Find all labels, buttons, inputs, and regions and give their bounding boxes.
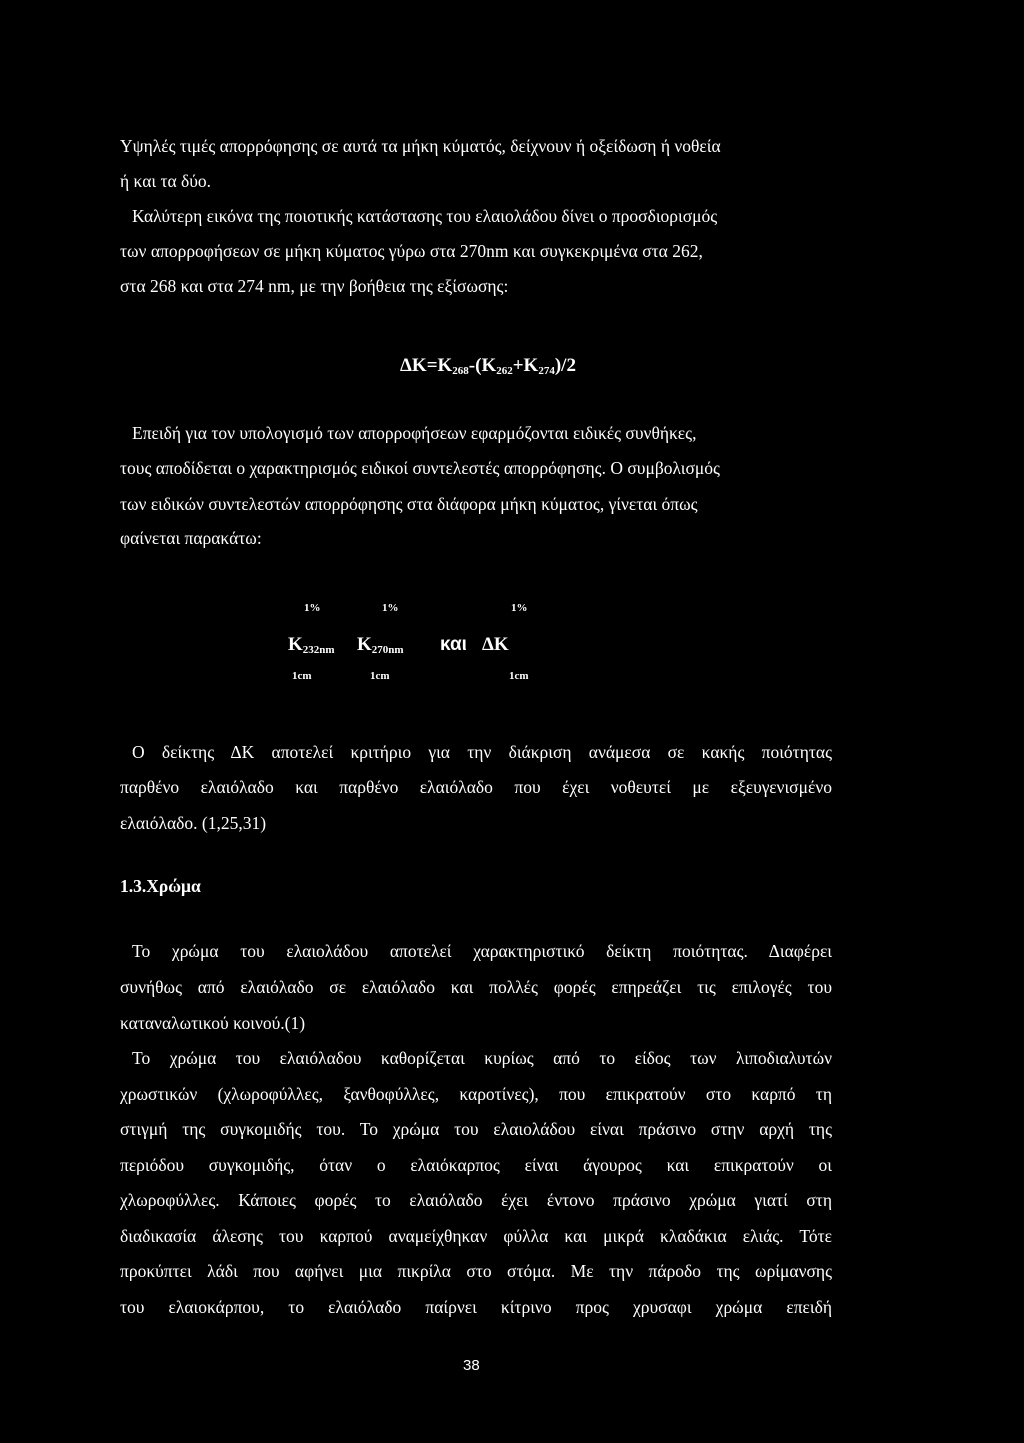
text-line: καταναλωτικού κοινού.(1) [120,1013,306,1033]
text-line: Ο δείκτης ΔΚ αποτελεί κριτήριο για την διάκριση ανάμεσα σε κακής ποιότητας [132,742,832,762]
coefficient-k270 [357,634,404,656]
text-line: περιόδου συγκομιδής, όταν ο ελαιόκαρπος είναι άγουρος και επικρατούν οι [120,1155,832,1175]
subscript-unit: 1cm [509,670,529,682]
text-line: παρθένο ελαιόλαδο και παρθένο ελαιόλαδο που έχει νοθευτεί με εξευγενισμένο [120,777,832,797]
text-line: των ειδικών συντελεστών απορρόφησης στα διάφορα μήκη κύματος, γίνεται όπως [120,494,698,514]
equation-subscript: 268 [452,365,469,377]
k-subscript: 232nm [302,644,335,656]
text-line: τους αποδίδεται ο χαρακτηρισμός ειδικοί συντελεστές απορρόφησης. Ο συμβολισμός [120,458,720,478]
equation-subscript: 262 [496,365,513,377]
text-line: Το χρώμα του ελαιόλαδου καθορίζεται κυρίως από το είδος των λιποδιαλυτών [132,1048,832,1068]
k-symbol: K [357,634,372,655]
superscript-label: 1% [511,602,528,614]
text-line: συνήθως από ελαιόλαδο σε ελαιόλαδο και πολλές φορές επηρεάζει τις επιλογές του [120,977,832,997]
equation [400,355,576,377]
text-line: προκύπτει λάδι που αφήνει μια πικρίλα στο στόμα. Με την πάροδο της ωρίμανσης [120,1261,832,1281]
text-line: στιγμή της συγκομιδής του. Το χρώμα του ελαιολάδου είναι πράσινο στην αρχή της [120,1119,832,1139]
page-number: 38 [463,1357,480,1374]
text-line: των απορροφήσεων σε μήκη κύματος γύρω στα 270nm και συγκεκριμένα στα 262, [120,241,703,261]
text-line: χλωροφύλλες. Κάποιες φορές το ελαιόλαδο έχει έντονο πράσινο χρώμα γιατί στη [120,1190,832,1210]
equation-subscript: 274 [538,365,555,377]
conjunction-and: και [440,634,467,655]
text-line: Το χρώμα του ελαιολάδου αποτελεί χαρακτηριστικό δείκτη ποιότητας. Διαφέρει [132,941,832,961]
text-line: διαδικασία άλεσης του καρπού αναμείχθηκαν φύλλα και μικρά κλαδάκια ελιάς. Τότε [120,1226,832,1246]
equation-part: -(Κ [468,355,497,376]
text-line: ελαιόλαδο. (1,25,31) [120,813,267,833]
equation-part: )/2 [554,355,576,376]
subscript-unit: 1cm [292,670,312,682]
equation-part: +Κ [512,355,539,376]
text-line: φαίνεται παρακάτω: [120,528,262,548]
text-line: Υψηλές τιμές απορρόφησης σε αυτά τα μήκη κύματός, δείχνουν ή οξείδωση ή νοθεία [120,136,721,156]
superscript-label: 1% [382,602,399,614]
subscript-unit: 1cm [370,670,390,682]
k-symbol: K [288,634,303,655]
text-line: στα 268 και στα 274 nm, με την βοήθεια της εξίσωσης: [120,276,509,296]
coefficient-k232 [288,634,335,656]
text-line: του ελαιοκάρπου, το ελαιόλαδο παίρνει κίτρινο προς χρυσαφι χρώμα επειδή [120,1297,832,1317]
text-line: Επειδή για τον υπολογισμό των απορροφήσεων εφαρμόζονται ειδικές συνθήκες, [132,423,697,443]
text-line: χρωστικών (χλωροφύλλες, ξανθοφύλλες, καροτίνες), που επικρατούν στο καρπό τη [120,1084,832,1104]
superscript-label: 1% [304,602,321,614]
section-heading: 1.3.Χρώμα [120,876,201,896]
text-line: Καλύτερη εικόνα της ποιοτικής κατάστασης του ελαιολάδου δίνει ο προσδιορισμός [132,206,718,226]
k-subscript: 270nm [371,644,404,656]
text-line: ή και τα δύο. [120,171,212,191]
equation-part: ΔΚ=Κ [400,355,453,376]
delta-k-symbol: ΔΚ [482,634,509,655]
